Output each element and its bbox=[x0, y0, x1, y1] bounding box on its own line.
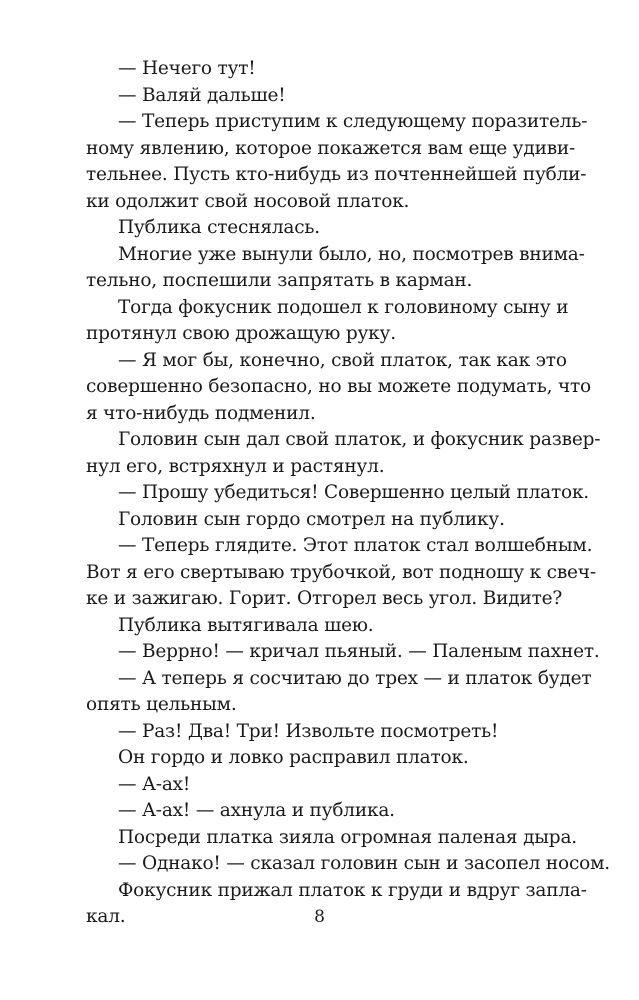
text-line: — Валяй дальше! bbox=[118, 84, 286, 106]
text-line: — Я мог бы, конечно, свой платок, так как это bbox=[118, 349, 567, 371]
text-line: — А теперь я сосчитаю до трех — и платок будет bbox=[118, 667, 592, 689]
text-line: Он гордо и ловко расправил платок. bbox=[118, 747, 469, 768]
text-line: — А-ах! — ахнула и публика. bbox=[118, 800, 395, 821]
text-line: тельнее. Пусть кто-нибудь из почтеннейшей публи- bbox=[86, 164, 587, 185]
text-line: я что-нибудь подменил. bbox=[86, 402, 316, 424]
text-line: совершенно безопасно, но вы можете подумать, что bbox=[86, 376, 591, 397]
text-line: — Нечего тут! bbox=[118, 58, 256, 79]
text-line: ке и зажигаю. Горит. Отгорел весь угол. Видите? bbox=[86, 588, 563, 609]
text-line: тельно, поспешили запрятать в карман. bbox=[86, 270, 473, 291]
page-number: 8 bbox=[314, 907, 325, 927]
body-text bbox=[86, 56, 610, 931]
text-line: — Веррно! — кричал пьяный. — Паленым пахнет. bbox=[118, 641, 600, 662]
text-line: Публика вытягивала шею. bbox=[118, 614, 374, 636]
text-line: — Теперь глядите. Этот платок стал волшебным. bbox=[118, 535, 593, 556]
text-line: нул его, встряхнул и растянул. bbox=[86, 455, 385, 477]
text-line: — А-ах! bbox=[118, 773, 191, 795]
text-line: Посреди платка зияла огромная паленая дыра. bbox=[118, 826, 577, 848]
text-line: протянул свою дрожащую руку. bbox=[86, 323, 396, 344]
text-line: ки одолжит свой носовой платок. bbox=[86, 190, 410, 212]
text-line: Вот я его свертываю трубочкой, вот подношу к свеч- bbox=[86, 561, 596, 583]
text-line: Многие уже вынули было, но, посмотрев внима- bbox=[118, 243, 585, 265]
text-line: Публика стеснялась. bbox=[118, 217, 320, 238]
text-line: — Однако! — сказал головин сын и засопел носом. bbox=[118, 853, 610, 874]
text-line: Тогда фокусник подошел к головиному сыну и bbox=[118, 296, 569, 318]
text-line: опять цельным. bbox=[86, 694, 237, 715]
text-line: Фокусник прижал платок к груди и вдруг запла- bbox=[118, 879, 587, 901]
text-line: — Раз! Два! Три! Извольте посмотреть! bbox=[118, 720, 499, 742]
text-line: — Прошу убедиться! Совершенно целый платок. bbox=[118, 482, 589, 503]
text-line: Головин сын гордо смотрел на публику. bbox=[118, 508, 505, 530]
text-line: кал. bbox=[86, 906, 126, 927]
text-line: Головин сын дал свой платок, и фокусник развер- bbox=[118, 429, 601, 450]
text-line: ному явлению, которое покажется вам еще удиви- bbox=[86, 137, 576, 159]
text-line: — Теперь приступим к следующему поразитель- bbox=[118, 111, 588, 132]
